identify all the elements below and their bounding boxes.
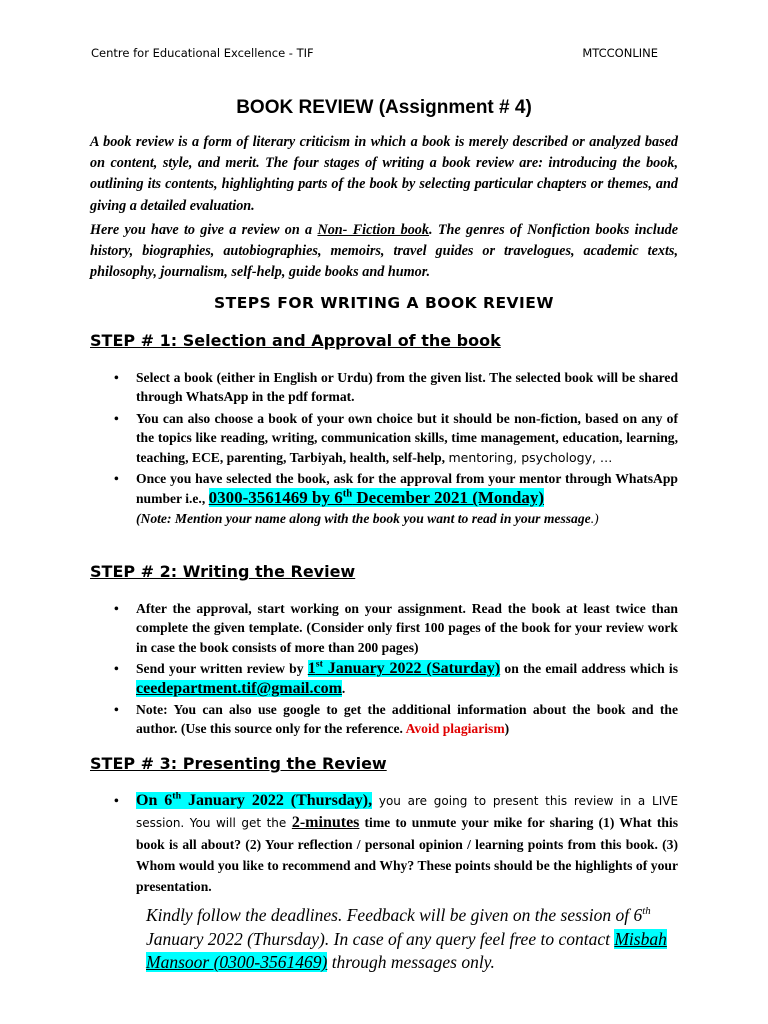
nonfiction-text	[90, 220, 678, 284]
deadline-part: 0300-3561469 by 6	[208, 488, 343, 508]
two-minutes: 2-minutes	[291, 814, 360, 831]
intro-text: A book review is a form of literary criticism in which a book is merely described or analyzed based on content, style, and merit. The four stages of writing a book review are: introducing the book, outlining its contents, highlighting parts of the book by selecting particular chapters or themes, and giving a detailed evaluation.	[90, 134, 678, 214]
step1-bullet2-tail: mentoring, psychology, …	[448, 449, 613, 465]
bullet-icon: •	[114, 661, 119, 677]
step2-list	[90, 599, 678, 741]
deadline-sup: st	[315, 658, 323, 670]
date-part: On 6	[136, 792, 173, 809]
step3-list	[90, 790, 678, 899]
nonfiction-before: Here you have to give a review on a	[90, 222, 318, 238]
deadline-part: 1	[307, 660, 316, 678]
intro-paragraph	[90, 132, 678, 217]
deadline-part: December 2021 (Monday)	[352, 488, 544, 508]
list-item	[90, 409, 678, 467]
step2-bullet2-before: Send your written review by	[136, 661, 308, 677]
closing-after: through messages only.	[327, 952, 495, 972]
nonfiction-after: . The genres of Nonfiction books include history, biographies, autobiographies, memoirs, travel guides or travelogues, academic texts, philosophy, journalism, self-help, guide books and humor.	[90, 222, 678, 281]
header-site: MTCCONLINE	[582, 46, 658, 60]
step2-bullet1-text: After the approval, start working on your assignment. Read the book at least twice than complete the given template. (Consider only first 100 pages of the book for your review work in case the book consists of more than 200 pages)	[136, 601, 678, 655]
bullet-icon: •	[114, 370, 119, 385]
list-item	[90, 469, 678, 528]
closing-note	[146, 904, 686, 975]
deadline-sup: th	[342, 488, 353, 500]
bullet-icon: •	[114, 601, 119, 616]
list-item	[90, 368, 678, 407]
step1-heading: STEP # 1: Selection and Approval of the book	[90, 331, 501, 350]
contact-person[interactable]: Misbah Mansoor (0300-3561469)	[146, 928, 667, 972]
step1-bullet1-text: Select a book (either in English or Urdu) from the given list. The selected book will be shared through WhatsApp in the pdf format.	[136, 370, 678, 405]
deadline-part: January 2022 (Saturday)	[322, 660, 501, 678]
step1-note	[136, 509, 678, 528]
closing-before: Kindly follow the deadlines. Feedback will be given on the session of 6	[146, 905, 643, 925]
bullet-icon: •	[114, 793, 119, 808]
bullet-icon: •	[114, 410, 119, 426]
list-item	[90, 700, 678, 739]
presentation-date-highlight	[136, 792, 372, 809]
step1-list	[90, 368, 678, 530]
approval-deadline-highlight	[209, 488, 544, 507]
header-organization: Centre for Educational Excellence - TIF	[91, 46, 314, 60]
step3-after-highlight: you are going to present this review in a LIVE session. You will get the	[136, 794, 679, 830]
plagiarism-warning: Avoid plagiarism	[405, 721, 505, 737]
list-item	[90, 659, 678, 698]
period: .	[341, 680, 346, 696]
paren-end: )	[504, 721, 510, 737]
page-header	[91, 46, 658, 64]
step3-rest: time to unmute your mike for sharing (1) What this book is all about? (2) Your reflection / personal opinion / learning points from this book. (3) Whom would you like to recommend and Why? These points should be the highlights of your presentation.	[136, 815, 678, 894]
step2-bullet3-text: Note: You can also use google to get the additional information about the book and the author. (Use this source only for the reference.	[136, 702, 678, 737]
note-end: .)	[590, 510, 599, 526]
document-title: BOOK REVIEW (Assignment # 4)	[236, 97, 532, 118]
list-item	[90, 599, 678, 657]
closing-sup: th	[642, 905, 651, 918]
nonfiction-underlined: Non- Fiction book	[317, 222, 429, 238]
note-text: (Note: Mention your name along with the book you want to read in your message	[136, 510, 591, 526]
nonfiction-paragraph	[90, 220, 678, 284]
date-comma: ,	[368, 792, 373, 809]
bullet-icon: •	[114, 471, 119, 487]
step1-bullet2-text: You can also choose a book of your own choice but it should be non-fiction, based on any of the topics like reading, writing, communication skills, time management, education, learning, teaching, ECE, parenting, Tarbiyah, health, self-help,	[136, 410, 678, 465]
step1-bullet3-text: Once you have selected the book, ask for the approval from your mentor through WhatsApp number i.e.,	[136, 471, 678, 507]
date-part: January 2022 (Thursday)	[181, 792, 369, 809]
steps-heading: STEPS FOR WRITING A BOOK REVIEW	[213, 294, 554, 312]
review-deadline-highlight	[308, 660, 500, 677]
step3-heading: STEP # 3: Presenting the Review	[90, 754, 387, 773]
step2-bullet2-mid: on the email address which is	[500, 661, 678, 677]
step2-heading: STEP # 2: Writing the Review	[90, 562, 356, 581]
date-sup: th	[172, 790, 182, 802]
email-link[interactable]: ceedepartment.tif@gmail.com	[136, 679, 342, 697]
closing-middle: January 2022 (Thursday). In case of any query feel free to contact	[146, 928, 615, 949]
bullet-icon: •	[114, 702, 119, 718]
list-item	[90, 790, 678, 897]
